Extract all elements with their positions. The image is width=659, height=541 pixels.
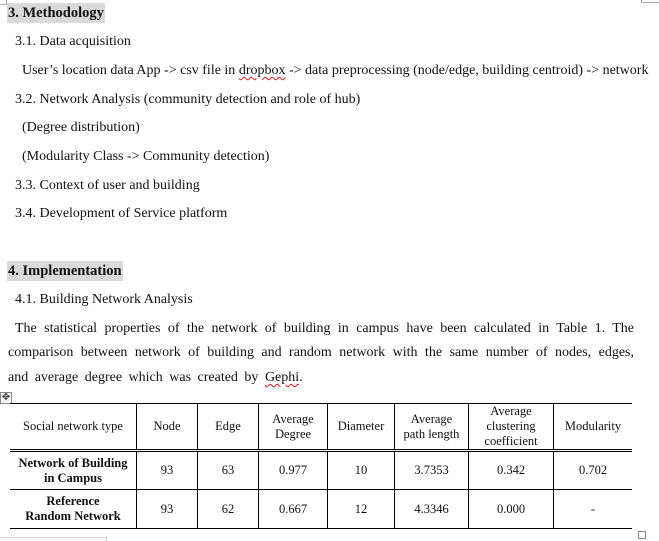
- table-move-handle-icon[interactable]: ✥: [1, 392, 11, 403]
- header-label: clustering: [486, 419, 536, 433]
- header-label: Average: [490, 404, 532, 418]
- cell-average-clustering[interactable]: 0.000: [469, 490, 554, 529]
- network-analysis-item-degree[interactable]: (Degree distribution): [22, 120, 140, 135]
- page-corner-mark-bottom-left: [0, 537, 107, 541]
- row-label[interactable]: [10, 490, 137, 529]
- page-corner-mark-top-right: [641, 0, 659, 3]
- section-heading-implementation[interactable]: 4. Implementation: [8, 263, 122, 279]
- row-label-line: Random Network: [25, 509, 121, 523]
- header-label: Modularity: [564, 419, 622, 433]
- text-segment: comparison between network of building and random network with the same number of nodes, edges,: [8, 345, 634, 360]
- row-label[interactable]: [10, 451, 137, 490]
- cell-modularity[interactable]: 0.702: [554, 451, 633, 490]
- row-label-line: Reference: [46, 494, 100, 508]
- spellcheck-flagged-word[interactable]: dropbox: [238, 63, 286, 78]
- header-label: Social network type: [23, 419, 123, 433]
- cell-node[interactable]: 93: [137, 490, 198, 529]
- row-label-line: Network of Building: [18, 455, 128, 470]
- network-analysis-item-modularity[interactable]: (Modularity Class -> Community detection): [22, 149, 270, 164]
- table-resize-handle[interactable]: [638, 531, 646, 539]
- text-segment: The statistical properties of the network of building in campus have been calculated in Table 1. The: [15, 321, 634, 336]
- header-average-degree[interactable]: [259, 404, 328, 451]
- row-label-line: in Campus: [43, 470, 102, 485]
- cell-average-degree[interactable]: 0.977: [259, 451, 328, 490]
- cell-average-clustering[interactable]: 0.342: [469, 451, 554, 490]
- header-label: Average: [410, 411, 453, 426]
- cell-diameter[interactable]: 12: [328, 490, 395, 529]
- cell-modularity[interactable]: -: [554, 490, 633, 529]
- data-acquisition-text[interactable]: [22, 62, 648, 80]
- cell-average-path-length[interactable]: 4.3346: [395, 490, 469, 529]
- text-segment: User’s location data App -> csv file in: [22, 63, 239, 78]
- text-segment: -> data preprocessing (node/edge, building centroid) -> network: [285, 63, 649, 78]
- header-label: Average: [272, 411, 314, 426]
- header-modularity[interactable]: [554, 404, 633, 451]
- subsection-data-acquisition[interactable]: 3.1. Data acquisition: [15, 34, 131, 49]
- subsection-context[interactable]: 3.3. Context of user and building: [15, 178, 200, 193]
- header-label: Diameter: [337, 419, 385, 433]
- header-label: Degree: [274, 426, 312, 441]
- subsection-service-platform[interactable]: 3.4. Development of Service platform: [15, 206, 228, 221]
- section-heading-methodology[interactable]: 3. Methodology: [8, 5, 104, 21]
- text-segment: and average degree which was created by: [8, 370, 265, 385]
- cell-average-path-length[interactable]: 3.7353: [395, 451, 469, 490]
- header-label: path length: [403, 426, 460, 441]
- paragraph-line-1[interactable]: [15, 320, 634, 338]
- network-properties-table: [10, 403, 632, 529]
- header-diameter[interactable]: [328, 404, 395, 451]
- header-average-path-length[interactable]: [395, 404, 469, 451]
- header-social-network-type[interactable]: [10, 404, 137, 451]
- cell-diameter[interactable]: 10: [328, 451, 395, 490]
- header-label: Edge: [215, 419, 241, 433]
- cell-edge[interactable]: 63: [198, 451, 259, 490]
- subsection-network-analysis[interactable]: 3.2. Network Analysis (community detection and role of hub): [15, 92, 361, 107]
- cell-average-degree[interactable]: 0.667: [259, 490, 328, 529]
- header-label: Node: [153, 419, 181, 433]
- cell-node[interactable]: 93: [137, 451, 198, 490]
- paragraph-line-2[interactable]: [8, 344, 634, 362]
- table-row: [10, 490, 632, 529]
- paragraph-line-3[interactable]: [8, 369, 303, 387]
- spellcheck-flagged-word[interactable]: Gephi: [264, 370, 300, 385]
- subsection-building-network-analysis[interactable]: 4.1. Building Network Analysis: [15, 292, 193, 307]
- header-average-clustering-coefficient[interactable]: [469, 404, 554, 451]
- text-segment: .: [299, 370, 303, 385]
- cell-edge[interactable]: 62: [198, 490, 259, 529]
- header-edge[interactable]: [198, 404, 259, 451]
- header-label: coefficient: [484, 434, 538, 448]
- header-node[interactable]: [137, 404, 198, 451]
- page-corner-mark-top-left: [0, 0, 7, 5]
- table-header-row: [10, 404, 632, 451]
- table-row: [10, 451, 632, 490]
